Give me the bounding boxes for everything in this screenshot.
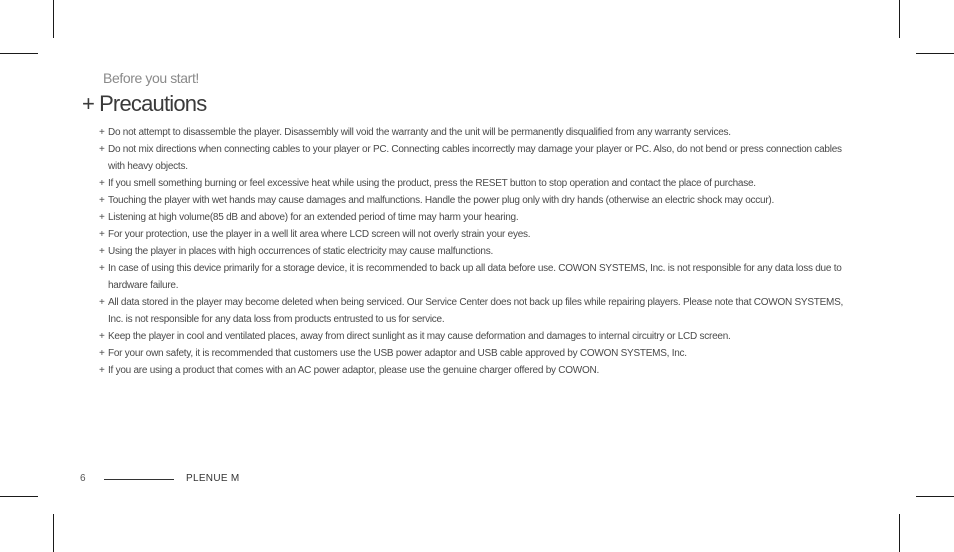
list-item — [99, 226, 844, 243]
list-item-text: Keep the player in cool and ventilated places, away from direct sunlight as it may cause deformation and damages to internal circuitry or LCD screen. — [108, 331, 731, 342]
plus-bullet-icon: + — [99, 229, 105, 240]
list-item-text: Do not mix directions when connecting cables to your player or PC. Connecting cables incorrectly may damage your player or PC. Also, do not bend or press connection cables with heavy objects. — [108, 144, 842, 172]
crop-mark-bottom-right-horizontal — [916, 496, 954, 497]
page-number: 6 — [80, 473, 86, 484]
list-item — [99, 362, 844, 379]
plus-bullet-icon: + — [99, 263, 105, 274]
list-item — [99, 175, 844, 192]
list-item — [99, 209, 844, 226]
crop-mark-bottom-left-horizontal — [0, 496, 38, 497]
crop-mark-top-left-vertical — [53, 0, 54, 38]
section-label: Before you start! — [103, 70, 199, 86]
footer-divider — [104, 479, 174, 480]
list-item-text: If you are using a product that comes with an AC power adaptor, please use the genuine charger offered by COWON. — [108, 365, 599, 376]
list-item-text: Touching the player with wet hands may cause damages and malfunctions. Handle the power plug only with dry hands (otherwise an electric shock may occur). — [108, 195, 775, 206]
plus-bullet-icon: + — [99, 348, 105, 359]
list-item-text: Listening at high volume(85 dB and above) for an extended period of time may harm your hearing. — [108, 212, 519, 223]
crop-mark-top-left-horizontal — [0, 53, 38, 54]
list-item — [99, 141, 844, 175]
plus-bullet-icon: + — [99, 195, 105, 206]
list-item-text: All data stored in the player may become deleted when being serviced. Our Service Center does not back up files while repairing players. Please note that COWON SYSTEMS, Inc. is not responsible for any data loss from products entrusted to us for service. — [108, 297, 844, 325]
crop-mark-bottom-right-vertical — [899, 514, 900, 552]
list-item-text: For your own safety, it is recommended that customers use the USB power adaptor and USB cable approved by COWON SYSTEMS, Inc. — [108, 348, 687, 359]
list-item — [99, 124, 844, 141]
page-title — [82, 91, 206, 117]
crop-mark-top-right-horizontal — [916, 53, 954, 54]
crop-mark-top-right-vertical — [899, 0, 900, 38]
list-item-text: If you smell something burning or feel excessive heat while using the product, press the RESET button to stop operation and contact the place of purchase. — [108, 178, 756, 189]
plus-bullet-icon: + — [99, 331, 105, 342]
list-item-text: Do not attempt to disassemble the player. Disassembly will void the warranty and the unit will be permanently disqualified from any warranty services. — [108, 127, 731, 138]
list-item-text: Using the player in places with high occurrences of static electricity may cause malfunctions. — [108, 246, 494, 257]
footer-product-name: PLENUE M — [186, 473, 240, 484]
plus-bullet-icon: + — [99, 127, 105, 138]
list-item-text: For your protection, use the player in a well lit area where LCD screen will not overly strain your eyes. — [108, 229, 531, 240]
plus-bullet-icon: + — [99, 144, 105, 155]
list-item — [99, 243, 844, 260]
crop-mark-bottom-left-vertical — [53, 514, 54, 552]
title-plus-icon: + — [82, 91, 95, 116]
precautions-list — [99, 124, 844, 379]
list-item — [99, 328, 844, 345]
list-item — [99, 294, 844, 328]
plus-bullet-icon: + — [99, 212, 105, 223]
page-title-text: Precautions — [99, 91, 207, 116]
plus-bullet-icon: + — [99, 297, 105, 308]
plus-bullet-icon: + — [99, 178, 105, 189]
list-item — [99, 260, 844, 294]
plus-bullet-icon: + — [99, 365, 105, 376]
list-item-text: In case of using this device primarily for a storage device, it is recommended to back up all data before use. COWON SYSTEMS, Inc. is not responsible for any data loss due to hardware failure. — [108, 263, 842, 291]
list-item — [99, 192, 844, 209]
plus-bullet-icon: + — [99, 246, 105, 257]
list-item — [99, 345, 844, 362]
